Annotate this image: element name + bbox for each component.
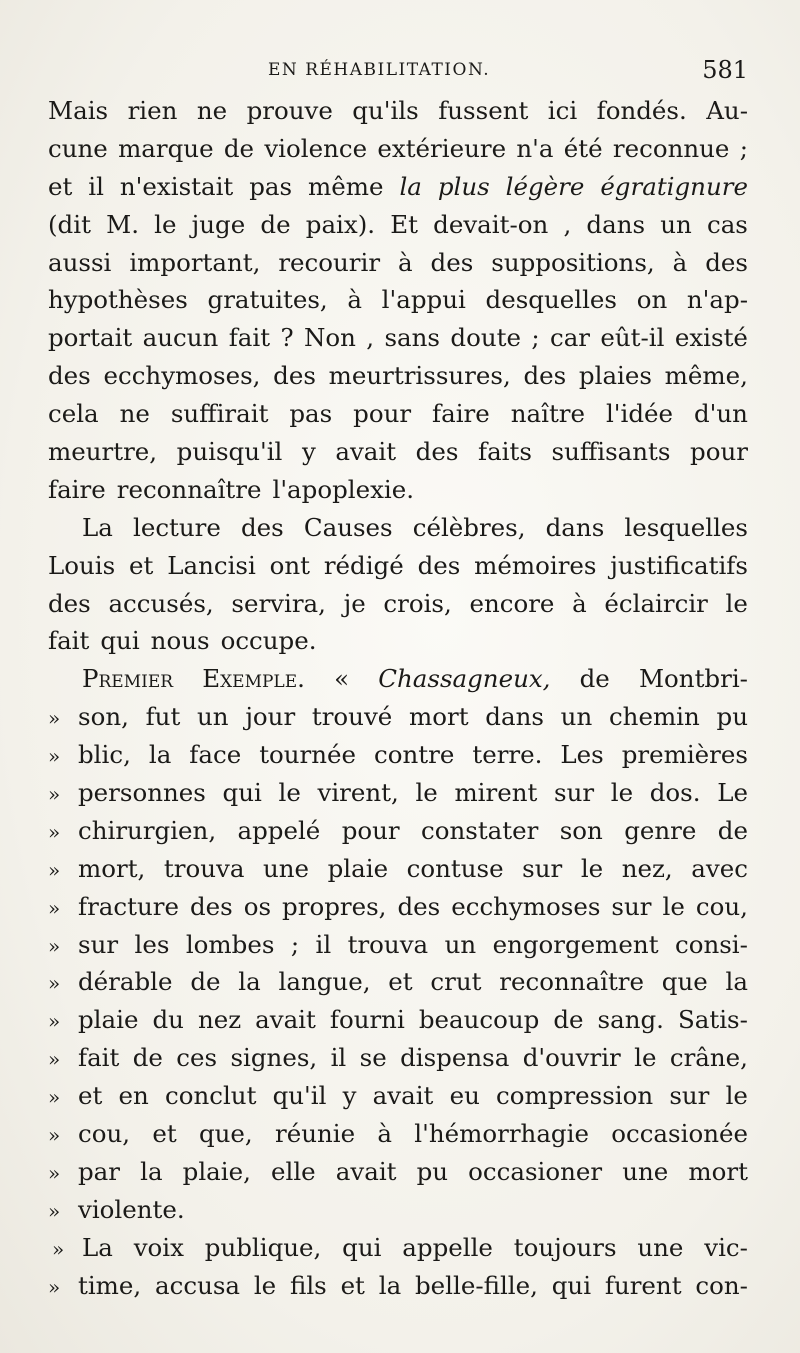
text-line xyxy=(48,475,748,513)
quote-mark: » xyxy=(48,1009,61,1034)
text-line xyxy=(48,399,748,437)
quote-mark: » xyxy=(48,782,61,807)
text-line-content: meurtre, puisqu'il y avait des faits suffisants pour xyxy=(48,437,748,467)
text-line-content: Premier Exemple. « Chassagneux, de Montbri- xyxy=(82,664,748,694)
quote-mark: » xyxy=(48,971,61,996)
quote-line xyxy=(48,1081,748,1119)
text-line xyxy=(48,323,748,361)
quote-line xyxy=(48,1119,748,1157)
text-line-content: par la plaie, elle avait pu occasioner une mort xyxy=(78,1156,748,1186)
quote-line xyxy=(48,1157,748,1195)
text-line-content: faire reconnaître l'apoplexie. xyxy=(48,474,415,504)
text-line-content: dérable de la langue, et crut reconnaître que la xyxy=(78,967,748,997)
page-header xyxy=(48,56,748,92)
text-line xyxy=(48,437,748,475)
text-line-content: violente. xyxy=(78,1194,185,1224)
quote-mark: » xyxy=(48,1047,61,1072)
quote-mark: » xyxy=(52,1236,65,1261)
quote-line xyxy=(48,778,748,816)
quote-line xyxy=(48,854,748,892)
text-line-content: Louis et Lancisi ont rédigé des mémoires justificatifs xyxy=(48,550,748,580)
quote-mark: » xyxy=(48,744,61,769)
quote-line xyxy=(48,816,748,854)
text-line-content: des accusés, servira, je crois, encore à éclaircir le xyxy=(48,588,748,618)
text-line-content: fait qui nous occupe. xyxy=(48,626,317,656)
text-line-content: aussi important, recourir à des suppositions, à des xyxy=(48,247,748,277)
quote-line xyxy=(48,1043,748,1081)
text-line xyxy=(48,134,748,172)
quote-mark: » xyxy=(48,706,61,731)
running-title: EN RÉHABILITATION. xyxy=(268,60,491,80)
text-line-content: portait aucun fait ? Non , sans doute ; car eût-il existé xyxy=(48,323,748,353)
quote-mark: » xyxy=(48,857,61,882)
quote-line xyxy=(48,892,748,930)
text-line-content: cou, et que, réunie à l'hémorrhagie occasionée xyxy=(78,1119,748,1149)
text-line-content: sur les lombes ; il trouva un engorgement consi- xyxy=(78,929,748,959)
text-line-example-heading xyxy=(48,664,748,702)
page-number: 581 xyxy=(702,56,748,84)
text-line-content: des ecchymoses, des meurtrissures, des plaies même, xyxy=(48,361,748,391)
text-line-content: (dit M. le juge de paix). Et devait-on , dans un cas xyxy=(48,209,748,239)
text-line xyxy=(48,589,748,627)
quote-mark: » xyxy=(48,1160,61,1185)
quote-line xyxy=(48,1195,748,1233)
text-line xyxy=(48,96,748,134)
quote-line xyxy=(48,1271,748,1309)
text-line-content: chirurgien, appelé pour constater son genre de xyxy=(78,815,748,845)
text-line-content: hypothèses gratuites, à l'appui desquelles on n'ap- xyxy=(48,285,748,315)
quote-mark: » xyxy=(48,1274,61,1299)
text-line-content: fait de ces signes, il se dispensa d'ouvrir le crâne, xyxy=(78,1043,748,1073)
text-line-content: et en conclut qu'il y avait eu compression sur le xyxy=(78,1081,748,1111)
quote-line xyxy=(48,740,748,778)
text-line-content: La voix publique, qui appelle toujours une vic- xyxy=(82,1232,748,1262)
text-line-with-italic xyxy=(48,172,748,210)
text-line-content: mort, trouva une plaie contuse sur le nez, avec xyxy=(78,853,748,883)
quote-mark: » xyxy=(48,1198,61,1223)
text-line xyxy=(48,285,748,323)
text-line-content: blic, la face tournée contre terre. Les premières xyxy=(78,740,748,770)
text-line-content: fracture des os propres, des ecchymoses sur le cou, xyxy=(78,891,748,921)
quote-line xyxy=(48,1005,748,1043)
quote-line xyxy=(48,1233,748,1271)
body-text xyxy=(48,96,748,1309)
quote-mark: » xyxy=(48,1085,61,1110)
quote-line xyxy=(48,967,748,1005)
text-line-content: Mais rien ne prouve qu'ils fussent ici fondés. Au- xyxy=(48,96,748,125)
quote-mark: » xyxy=(48,1123,61,1148)
text-line-content: La lecture des Causes célèbres, dans lesquelles xyxy=(82,512,748,542)
text-line xyxy=(48,626,748,664)
quote-mark: » xyxy=(48,933,61,958)
text-line-content: time, accusa le fils et la belle-fille, qui furent con- xyxy=(78,1270,748,1300)
text-line-content: cune marque de violence extérieure n'a été reconnue ; xyxy=(48,133,748,163)
quote-mark: » xyxy=(48,819,61,844)
quote-line xyxy=(48,930,748,968)
text-line xyxy=(48,210,748,248)
text-line xyxy=(48,361,748,399)
text-line-content: son, fut un jour trouvé mort dans un chemin pu xyxy=(78,702,748,732)
text-line xyxy=(48,551,748,589)
text-line-content: et il n'existait pas même la plus légère égratignure xyxy=(48,171,748,201)
quote-mark: » xyxy=(48,895,61,920)
text-line xyxy=(48,248,748,286)
text-line-content: cela ne suffirait pas pour faire naître l'idée d'un xyxy=(48,399,748,429)
quote-line xyxy=(48,702,748,740)
text-line-content: personnes qui le virent, le mirent sur le dos. Le xyxy=(78,778,748,808)
text-line xyxy=(48,513,748,551)
text-line-content: plaie du nez avait fourni beaucoup de sang. Satis- xyxy=(78,1005,748,1035)
